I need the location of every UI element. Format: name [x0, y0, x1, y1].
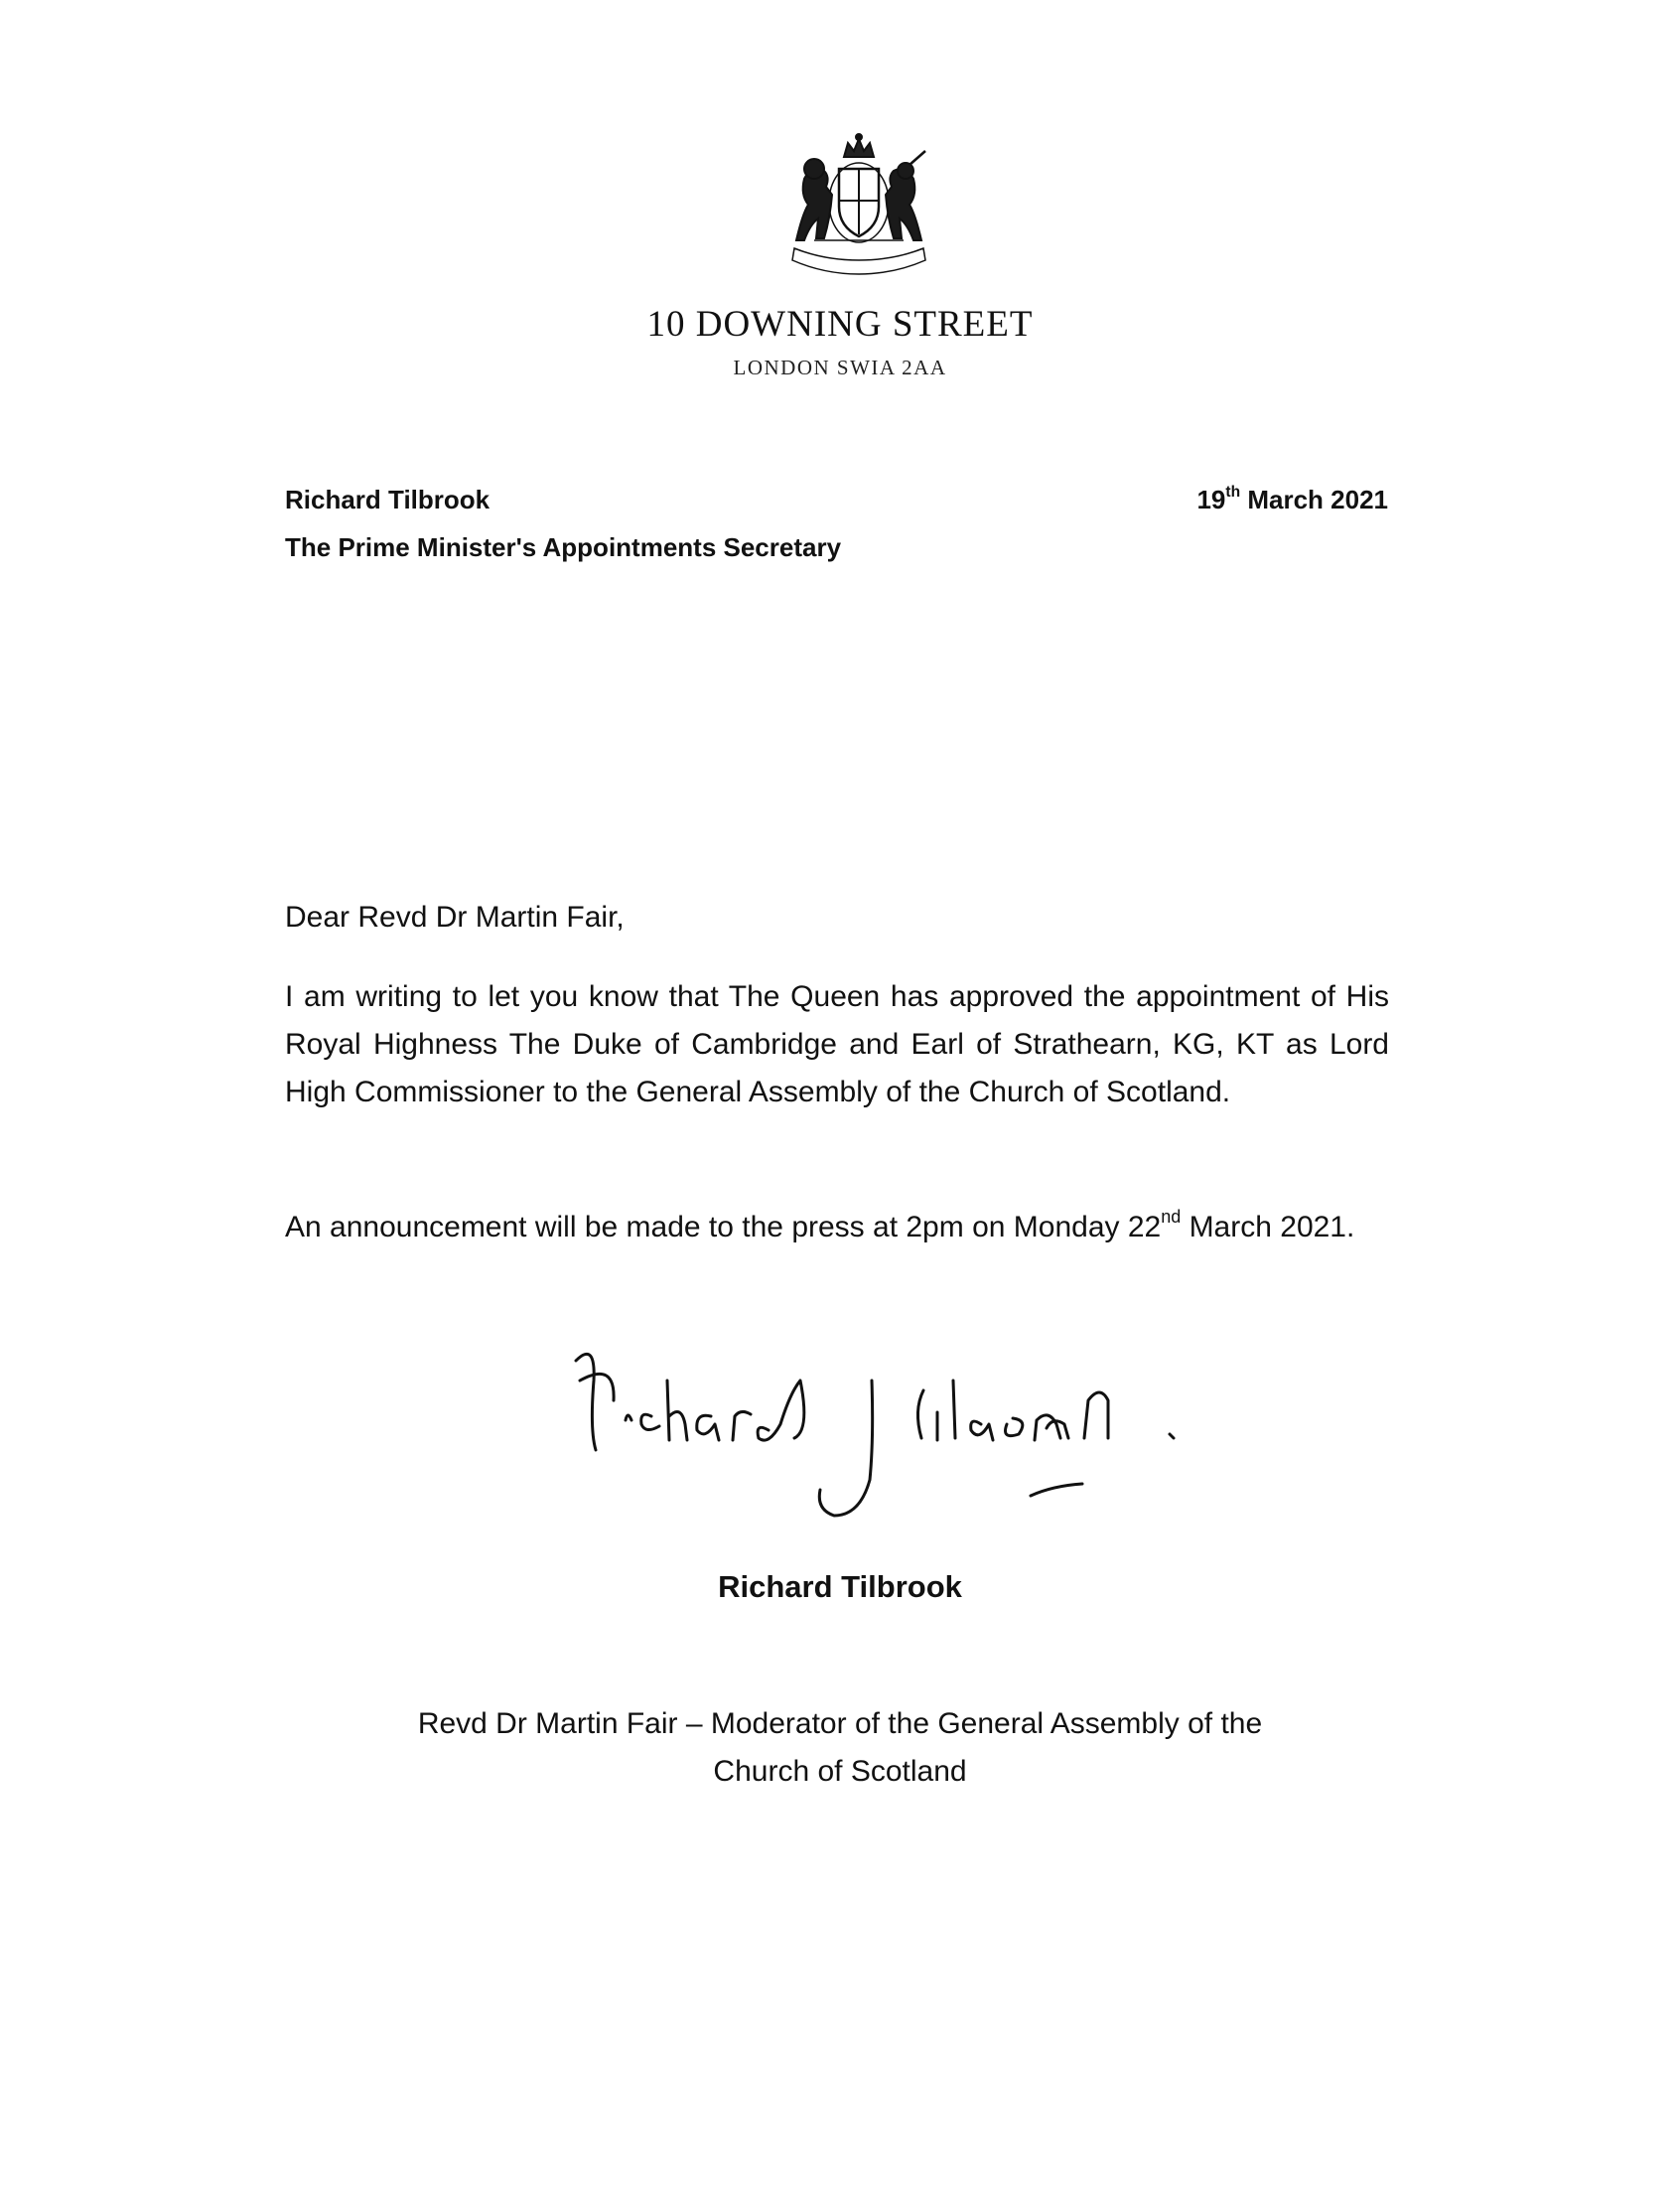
recipient-block: [318, 1700, 1362, 1796]
date-day: 19: [1196, 485, 1226, 514]
announcement-suffix: nd: [1161, 1207, 1182, 1228]
sender-title: The Prime Minister's Appointments Secretary: [285, 532, 842, 562]
date-suffix: th: [1225, 484, 1241, 502]
date-month-year: March 2021: [1247, 485, 1388, 514]
body-paragraph: I am writing to let you know that The Queen has approved the appointment of His Royal Highness The Duke of Cambridge and Earl of Strathearn, KG, KT as Lord High Commissioner to the General Assembly of the Church of Scotland.: [285, 980, 1389, 1108]
recipient-organisation: Church of Scotland: [713, 1755, 967, 1788]
salutation: Dear Revd Dr Martin Fair,: [285, 901, 625, 934]
announcement-text: An announcement will be made to the press at 2pm on Monday 22: [285, 1211, 1162, 1243]
letter-date: [1196, 485, 1388, 515]
announcement-date: March 2021.: [1181, 1211, 1355, 1243]
recipient-line: Revd Dr Martin Fair – Moderator of the General Assembly of the: [417, 1707, 1263, 1740]
signatory-name: Richard Tilbrook: [718, 1569, 962, 1604]
sender-name: Richard Tilbrook: [285, 485, 490, 514]
royal-coat-of-arms-icon: [765, 129, 953, 278]
handwritten-signature-icon: [556, 1321, 1231, 1520]
announcement-paragraph: [285, 1204, 1389, 1251]
letterhead-city: LONDON SWIA 2AA: [733, 356, 947, 379]
letterhead-address: 10 DOWNING STREET: [646, 304, 1034, 345]
